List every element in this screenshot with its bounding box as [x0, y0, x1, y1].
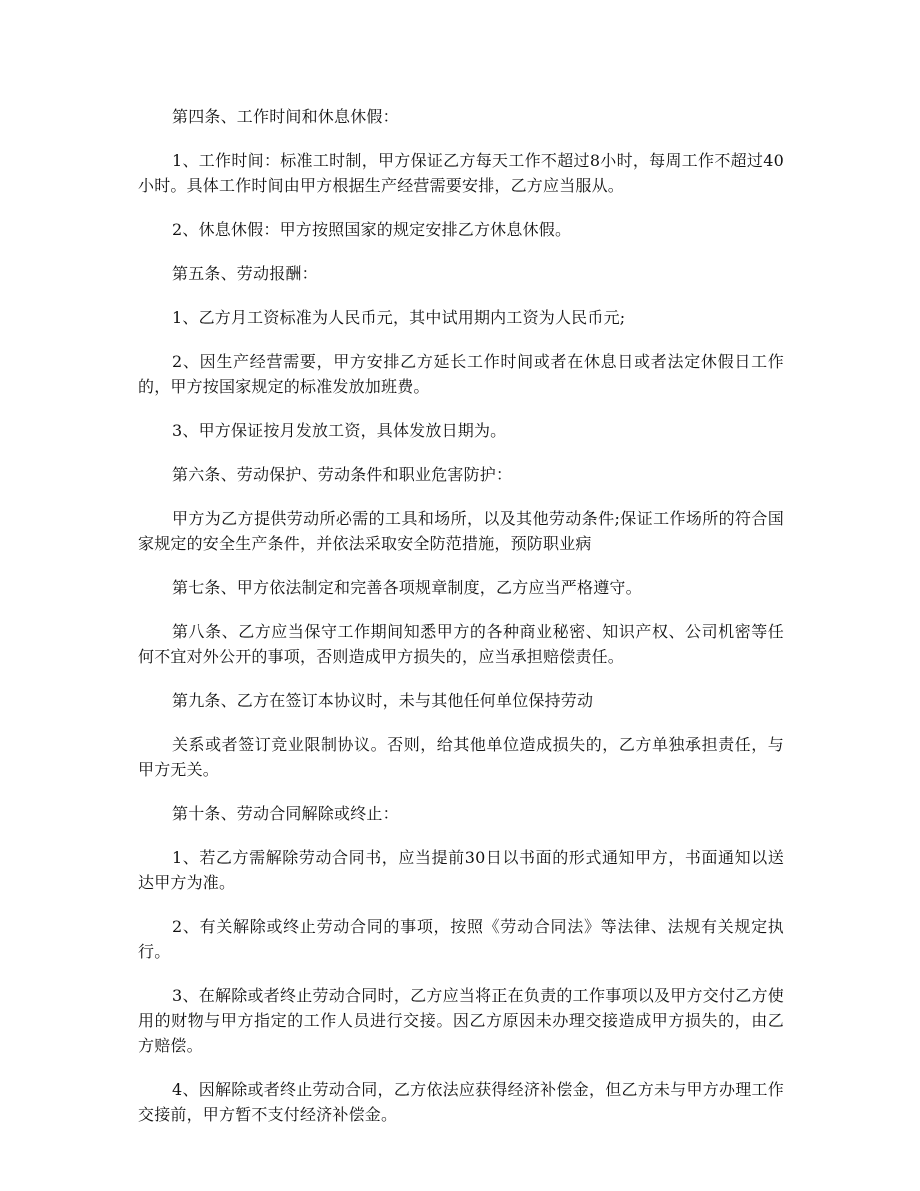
- article-5-clause-2: 2、因生产经营需要，甲方安排乙方延长工作时间或者在休息日或者法定休假日工作的，甲方按国家规定的标准发放加班费。: [138, 352, 784, 396]
- article-5-clause-3: 3、甲方保证按月发放工资，具体发放日期为。: [172, 421, 507, 440]
- article-9-part-2: 关系或者签订竞业限制协议。否则，给其他单位造成损失的，乙方单独承担责任，与甲方无关。: [138, 735, 784, 779]
- article-10-clause-3: 3、在解除或者终止劳动合同时，乙方应当将正在负责的工作事项以及甲方交付乙方使用的财物与甲方指定的工作人员进行交接。因乙方原因未办理交接造成甲方损失的，由乙方赔偿。: [138, 986, 784, 1055]
- article-4-clause-1: 1、工作时间：标准工时制，甲方保证乙方每天工作不超过8小时，每周工作不超过40小时。具体工作时间由甲方根据生产经营需要安排，乙方应当服从。: [138, 151, 784, 195]
- article-6-body: 甲方为乙方提供劳动所必需的工具和场所，以及其他劳动条件;保证工作场所的符合国家规定的安全生产条件，并依法采取安全防范措施，预防职业病: [138, 509, 784, 553]
- article-10-clause-2: 2、有关解除或终止劳动合同的事项，按照《劳动合同法》等法律、法规有关规定执行。: [138, 917, 784, 961]
- article-5-clause-1: 1、乙方月工资标准为人民币元，其中试用期内工资为人民币元;: [172, 308, 626, 327]
- article-8: 第八条、乙方应当保守工作期间知悉甲方的各种商业秘密、知识产权、公司机密等任何不宜对外公开的事项，否则造成甲方损失的，应当承担赔偿责任。: [138, 622, 784, 666]
- article-4-clause-2: 2、休息休假：甲方按照国家的规定安排乙方休息休假。: [172, 220, 572, 239]
- article-7: 第七条、甲方依法制定和完善各项规章制度，乙方应当严格遵守。: [172, 578, 642, 597]
- article-10-clause-1: 1、若乙方需解除劳动合同书，应当提前30日以书面的形式通知甲方，书面通知以送达甲方为准。: [138, 848, 784, 892]
- article-10-clause-4: 4、因解除或者终止劳动合同，乙方依法应获得经济补偿金，但乙方未与甲方办理工作交接前，甲方暂不支付经济补偿金。: [138, 1080, 784, 1124]
- document-body: [138, 104, 784, 1146]
- article-10-heading: 第十条、劳动合同解除或终止：: [172, 804, 399, 823]
- article-5-heading: 第五条、劳动报酬：: [172, 264, 318, 283]
- article-9-part-1: 第九条、乙方在签订本协议时，未与其他任何单位保持劳动: [172, 691, 594, 710]
- article-4-heading: 第四条、工作时间和休息休假：: [172, 107, 399, 126]
- article-6-heading: 第六条、劳动保护、劳动条件和职业危害防护：: [172, 465, 513, 484]
